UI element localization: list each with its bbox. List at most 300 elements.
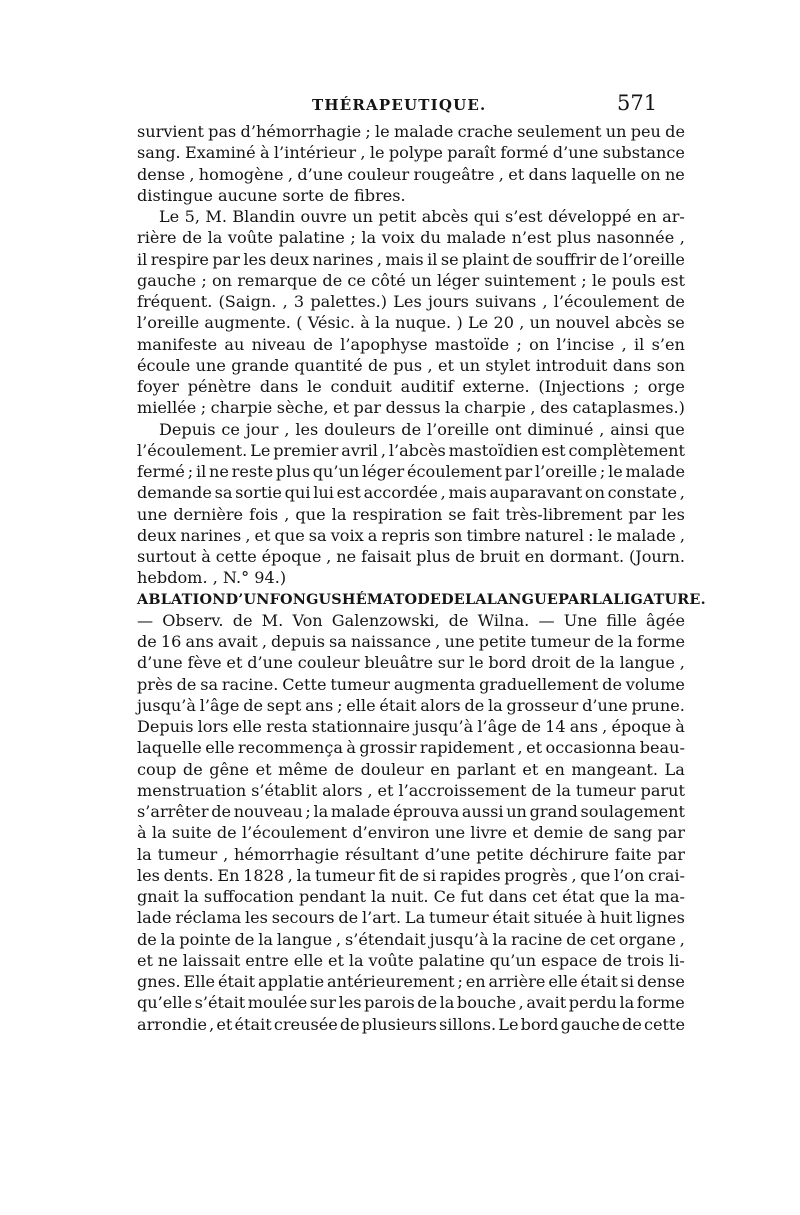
word: repris xyxy=(381,525,431,545)
word: en xyxy=(465,972,486,991)
word: , xyxy=(679,525,685,545)
word: se xyxy=(667,313,685,333)
word: mastoïdien xyxy=(448,440,539,460)
word: ; xyxy=(365,122,371,141)
word: , xyxy=(519,313,525,333)
word: d’hémorrhagie xyxy=(240,122,362,141)
word: niveau xyxy=(251,334,306,354)
word: D’UN xyxy=(225,590,270,608)
word: la xyxy=(445,398,460,418)
word: deux xyxy=(269,249,310,269)
word: à xyxy=(259,143,270,163)
word: son xyxy=(434,525,463,545)
word: la xyxy=(492,929,508,949)
word: ( xyxy=(296,313,303,333)
word: nouveau xyxy=(233,802,303,821)
word: de xyxy=(575,653,596,673)
word: espace xyxy=(541,950,598,970)
word: à xyxy=(201,547,211,566)
word: se xyxy=(440,249,459,269)
word: fréquent. xyxy=(137,292,213,311)
text-line xyxy=(137,950,685,971)
word: resta xyxy=(266,717,308,736)
word: livre xyxy=(470,823,508,843)
word: on xyxy=(211,270,233,290)
word: voix xyxy=(330,525,364,545)
word: de xyxy=(313,334,333,354)
word: ; xyxy=(337,695,343,715)
word: beau- xyxy=(639,738,685,758)
text-line xyxy=(137,185,685,206)
word: si xyxy=(620,972,635,991)
word: , xyxy=(287,164,293,184)
word: 14 xyxy=(545,717,566,736)
word: son xyxy=(656,355,685,375)
word: dernière xyxy=(173,504,244,524)
word: laquelle xyxy=(571,164,637,184)
word: par xyxy=(628,504,656,524)
word: 1828 xyxy=(243,865,285,885)
word: cataplasmes.) xyxy=(572,398,685,418)
word: auparavant xyxy=(489,483,583,503)
text-line xyxy=(137,227,685,248)
word: qu’elle xyxy=(137,993,193,1013)
word: qu’un xyxy=(312,462,360,481)
word: ar- xyxy=(662,207,685,226)
word: ne xyxy=(336,547,357,566)
word: d’une xyxy=(552,143,599,163)
word: Depuis xyxy=(159,419,216,439)
word: en xyxy=(636,207,657,226)
word: suffocation xyxy=(203,887,294,906)
word: fois xyxy=(249,504,279,524)
word: suintement xyxy=(484,270,577,290)
word: fibres. xyxy=(354,185,406,205)
word: sur xyxy=(309,993,337,1013)
word: tumeur xyxy=(157,844,218,864)
word: charpie xyxy=(210,398,273,418)
word: en xyxy=(544,759,565,779)
word: et xyxy=(526,738,543,758)
word: Observ. xyxy=(162,610,224,630)
word: elle xyxy=(232,717,262,736)
word: (Saign. xyxy=(218,292,277,311)
word: et xyxy=(255,759,272,779)
word: plus xyxy=(416,547,451,566)
word: et xyxy=(522,759,539,779)
text-line xyxy=(137,419,685,440)
word: , xyxy=(284,504,290,524)
word: ; xyxy=(201,270,207,290)
word: la xyxy=(556,780,571,800)
word: de xyxy=(211,802,232,821)
word: de xyxy=(401,419,422,439)
text-line xyxy=(137,291,685,312)
word: malade xyxy=(616,525,676,545)
word: faite xyxy=(614,844,652,864)
word: arrière xyxy=(488,972,546,991)
word: de xyxy=(448,610,469,630)
word: la xyxy=(439,993,455,1013)
word: elle xyxy=(346,695,376,715)
word: grosseur xyxy=(506,695,579,715)
word: miellée xyxy=(137,398,197,418)
word: de xyxy=(339,1014,360,1034)
word: la xyxy=(137,844,152,864)
word: pouls xyxy=(611,270,656,290)
word: — xyxy=(538,610,555,630)
word: de xyxy=(665,122,685,141)
word: de xyxy=(594,632,614,651)
word: nouvel xyxy=(555,313,610,333)
word: d’une xyxy=(424,844,471,864)
word: Vésic. xyxy=(307,313,355,333)
word: de xyxy=(334,759,355,779)
word: s’arrêter xyxy=(137,802,209,821)
word: très-librement xyxy=(505,504,623,524)
word: s’était xyxy=(194,993,246,1013)
word: pas xyxy=(208,122,237,141)
word: gauche xyxy=(560,1014,620,1034)
word: , xyxy=(517,738,523,758)
word: l’accroissement xyxy=(398,780,527,800)
word: douleur xyxy=(360,759,424,779)
text-line xyxy=(137,546,685,567)
word: aucune xyxy=(218,185,283,205)
word: dense xyxy=(137,164,185,184)
word: ans xyxy=(569,717,599,736)
word: de xyxy=(417,993,438,1013)
word: même xyxy=(278,759,328,779)
word: Le xyxy=(159,207,180,226)
word: rapides xyxy=(439,865,501,885)
word: PAR xyxy=(558,590,592,608)
word: La xyxy=(404,908,426,928)
word: les xyxy=(245,908,268,928)
word: nuit. xyxy=(390,887,429,906)
word: près xyxy=(137,674,173,694)
word: , xyxy=(223,844,229,864)
text-line xyxy=(137,631,685,652)
word: voix xyxy=(381,228,415,248)
word: le xyxy=(307,377,322,396)
text-line xyxy=(137,971,685,992)
word: respiration xyxy=(352,504,443,524)
word: d’une xyxy=(247,653,293,673)
word: Elle xyxy=(183,972,216,991)
word: était xyxy=(379,695,417,715)
word: lui xyxy=(313,483,334,503)
word: faisait xyxy=(361,547,412,566)
text-line xyxy=(137,461,685,482)
word: menstruation xyxy=(137,780,247,800)
word: formé xyxy=(500,143,549,163)
word: par xyxy=(504,462,533,481)
word: , xyxy=(376,249,382,269)
word: malade xyxy=(330,802,391,821)
word: l’intérieur xyxy=(273,143,357,163)
word: , xyxy=(542,292,548,311)
word: le xyxy=(597,525,613,545)
word: et xyxy=(137,950,153,970)
word: , xyxy=(427,355,433,375)
word: LA xyxy=(591,590,614,608)
word: moulée xyxy=(247,993,308,1013)
word: orge xyxy=(647,377,685,396)
word: en xyxy=(430,759,451,779)
text-line xyxy=(137,737,685,758)
word: douleurs xyxy=(324,419,396,439)
word: , xyxy=(287,865,293,885)
text-line xyxy=(137,652,685,673)
word: entre xyxy=(245,950,289,970)
text-line xyxy=(137,759,685,780)
word: avril xyxy=(341,440,378,460)
word: constate xyxy=(607,483,678,503)
word: ma- xyxy=(654,887,685,906)
word: : xyxy=(588,525,594,545)
word: demande xyxy=(137,483,212,503)
word: grossir xyxy=(359,738,417,758)
word: s’étendait xyxy=(345,929,426,949)
word: jours xyxy=(427,292,469,311)
word: fille xyxy=(606,610,637,630)
word: de xyxy=(137,632,157,651)
word: et xyxy=(377,780,394,800)
word: la xyxy=(207,228,223,248)
word: , xyxy=(518,993,524,1013)
word: naissance xyxy=(351,632,432,651)
word: , xyxy=(360,143,366,163)
word: et xyxy=(226,653,243,673)
word: à xyxy=(137,823,147,843)
word: pénètre xyxy=(187,377,252,396)
word: gnait xyxy=(137,887,179,906)
word: un xyxy=(411,270,432,290)
word: et xyxy=(327,950,344,970)
word: recommença xyxy=(237,738,343,758)
text-line xyxy=(137,334,685,355)
word: à xyxy=(586,908,597,928)
word: le xyxy=(468,653,484,673)
word: une xyxy=(137,504,168,524)
word: dents. xyxy=(163,865,214,885)
word: , xyxy=(679,228,685,248)
word: on xyxy=(529,334,550,354)
word: les xyxy=(661,504,685,524)
word: lors xyxy=(197,717,229,736)
word: les xyxy=(137,865,160,885)
word: LIGATURE. xyxy=(613,590,706,608)
word: (Journ. xyxy=(628,547,685,566)
word: déchirure xyxy=(529,844,610,864)
word: surtout xyxy=(137,547,197,566)
text-line xyxy=(137,801,685,822)
word: l’art. xyxy=(361,908,402,928)
word: souffrir xyxy=(535,249,597,269)
word: , xyxy=(679,483,685,503)
text-line xyxy=(137,482,685,503)
word: respire xyxy=(150,249,209,269)
word: reste xyxy=(231,462,274,481)
word: tumeur xyxy=(314,865,375,885)
word: jusqu’à xyxy=(429,929,489,949)
word: le xyxy=(369,143,385,163)
word: ; xyxy=(516,334,522,354)
word: forme xyxy=(636,993,685,1013)
word: de xyxy=(368,355,388,375)
word: est xyxy=(541,440,566,460)
word: suivans xyxy=(475,292,537,311)
word: de xyxy=(243,695,264,715)
word: dans xyxy=(259,377,299,396)
word: s’établit xyxy=(251,780,318,800)
text-line xyxy=(137,716,685,737)
text-line xyxy=(137,695,685,716)
word: qui xyxy=(284,483,311,503)
word: le xyxy=(608,462,623,481)
word: , xyxy=(284,419,290,439)
word: Examiné xyxy=(184,143,256,163)
word: HÉMATODE xyxy=(341,590,442,608)
word: rougeâtre xyxy=(413,164,495,184)
word: de xyxy=(176,674,197,694)
word: au xyxy=(224,334,245,354)
word: complètement xyxy=(568,440,685,460)
word: LA xyxy=(464,590,487,608)
word: un xyxy=(506,802,527,821)
word: , xyxy=(498,164,504,184)
word: , xyxy=(209,1014,215,1034)
word: écoule xyxy=(137,355,191,375)
text-line xyxy=(137,397,685,418)
word: l’âge xyxy=(199,695,240,715)
word: par xyxy=(353,398,382,418)
word: que xyxy=(654,419,685,439)
word: racine xyxy=(511,929,563,949)
word: diminué xyxy=(527,419,594,439)
word: l’abcès xyxy=(388,440,446,460)
word: creusée xyxy=(273,1014,338,1034)
word: progrès xyxy=(504,865,568,885)
word: si xyxy=(422,865,437,885)
word: et xyxy=(254,525,271,545)
word: voûte xyxy=(227,228,274,248)
word: ) xyxy=(456,313,463,333)
word: Les xyxy=(393,292,422,311)
text-line xyxy=(137,206,685,227)
word: la xyxy=(160,929,176,949)
word: petit xyxy=(378,207,417,226)
word: racine. xyxy=(221,674,279,694)
word: était xyxy=(492,908,530,928)
word: , xyxy=(367,780,373,800)
word: tumeur xyxy=(530,632,591,651)
word: , xyxy=(440,483,446,503)
word: sur xyxy=(437,653,465,673)
word: ; xyxy=(457,972,463,991)
word: (Injections xyxy=(538,377,625,396)
word: , xyxy=(599,419,605,439)
word: parut xyxy=(640,780,685,800)
word: huit xyxy=(600,908,633,928)
text-line xyxy=(137,567,685,588)
word: remarque xyxy=(237,270,318,290)
word: éprouva xyxy=(392,802,460,821)
word: La xyxy=(664,759,685,779)
word: l’écoulement xyxy=(553,292,659,311)
word: ce xyxy=(347,270,366,290)
word: bouche xyxy=(456,993,517,1013)
word: des xyxy=(539,398,569,418)
word: sa xyxy=(308,525,327,545)
word: d’environ xyxy=(352,823,430,843)
word: se xyxy=(448,504,467,524)
text-line xyxy=(137,992,685,1013)
word: DE xyxy=(441,590,465,608)
word: la xyxy=(371,887,386,906)
word: cette xyxy=(644,1014,685,1034)
word: hebdom. xyxy=(137,568,213,588)
word: auditif xyxy=(400,377,454,396)
word: que xyxy=(599,887,630,906)
word: dessus xyxy=(385,398,441,418)
word: on xyxy=(640,164,661,184)
word: dans xyxy=(528,164,568,184)
word: les xyxy=(295,419,319,439)
word: la xyxy=(361,228,377,248)
word: la xyxy=(348,950,364,970)
word: depuis xyxy=(271,632,325,651)
word: accordée xyxy=(363,483,438,503)
word: , xyxy=(189,164,195,184)
word: naturel xyxy=(524,525,585,545)
word: réclama xyxy=(175,908,242,928)
word: secours xyxy=(271,908,335,928)
word: homogène xyxy=(198,164,284,184)
text-line xyxy=(137,886,685,907)
word: stylet xyxy=(485,355,531,375)
word: ne xyxy=(209,462,229,481)
word: de xyxy=(566,929,587,949)
word: de xyxy=(234,929,255,949)
word: narines xyxy=(180,525,242,545)
word: parlant xyxy=(456,759,516,779)
section-heading-line xyxy=(137,589,706,610)
word: , xyxy=(602,717,608,736)
word: applatie xyxy=(258,972,325,991)
word: Cette xyxy=(282,674,327,694)
word: ne xyxy=(664,164,685,184)
word: d’une xyxy=(297,164,344,184)
word: volume xyxy=(625,674,685,694)
word: nasonnée xyxy=(596,228,675,248)
word: paraît xyxy=(447,143,497,163)
text-line xyxy=(137,440,685,461)
word: , xyxy=(245,525,251,545)
word: un xyxy=(459,355,481,375)
word: laissait xyxy=(182,950,241,970)
word: ; xyxy=(599,462,606,481)
word: par xyxy=(657,823,685,843)
word: pointe xyxy=(179,929,231,949)
word: pendant xyxy=(299,887,366,906)
word: demie xyxy=(533,823,584,843)
word: M. xyxy=(261,610,284,630)
word: alors xyxy=(420,695,461,715)
word: et xyxy=(512,823,529,843)
word: il xyxy=(195,462,207,481)
